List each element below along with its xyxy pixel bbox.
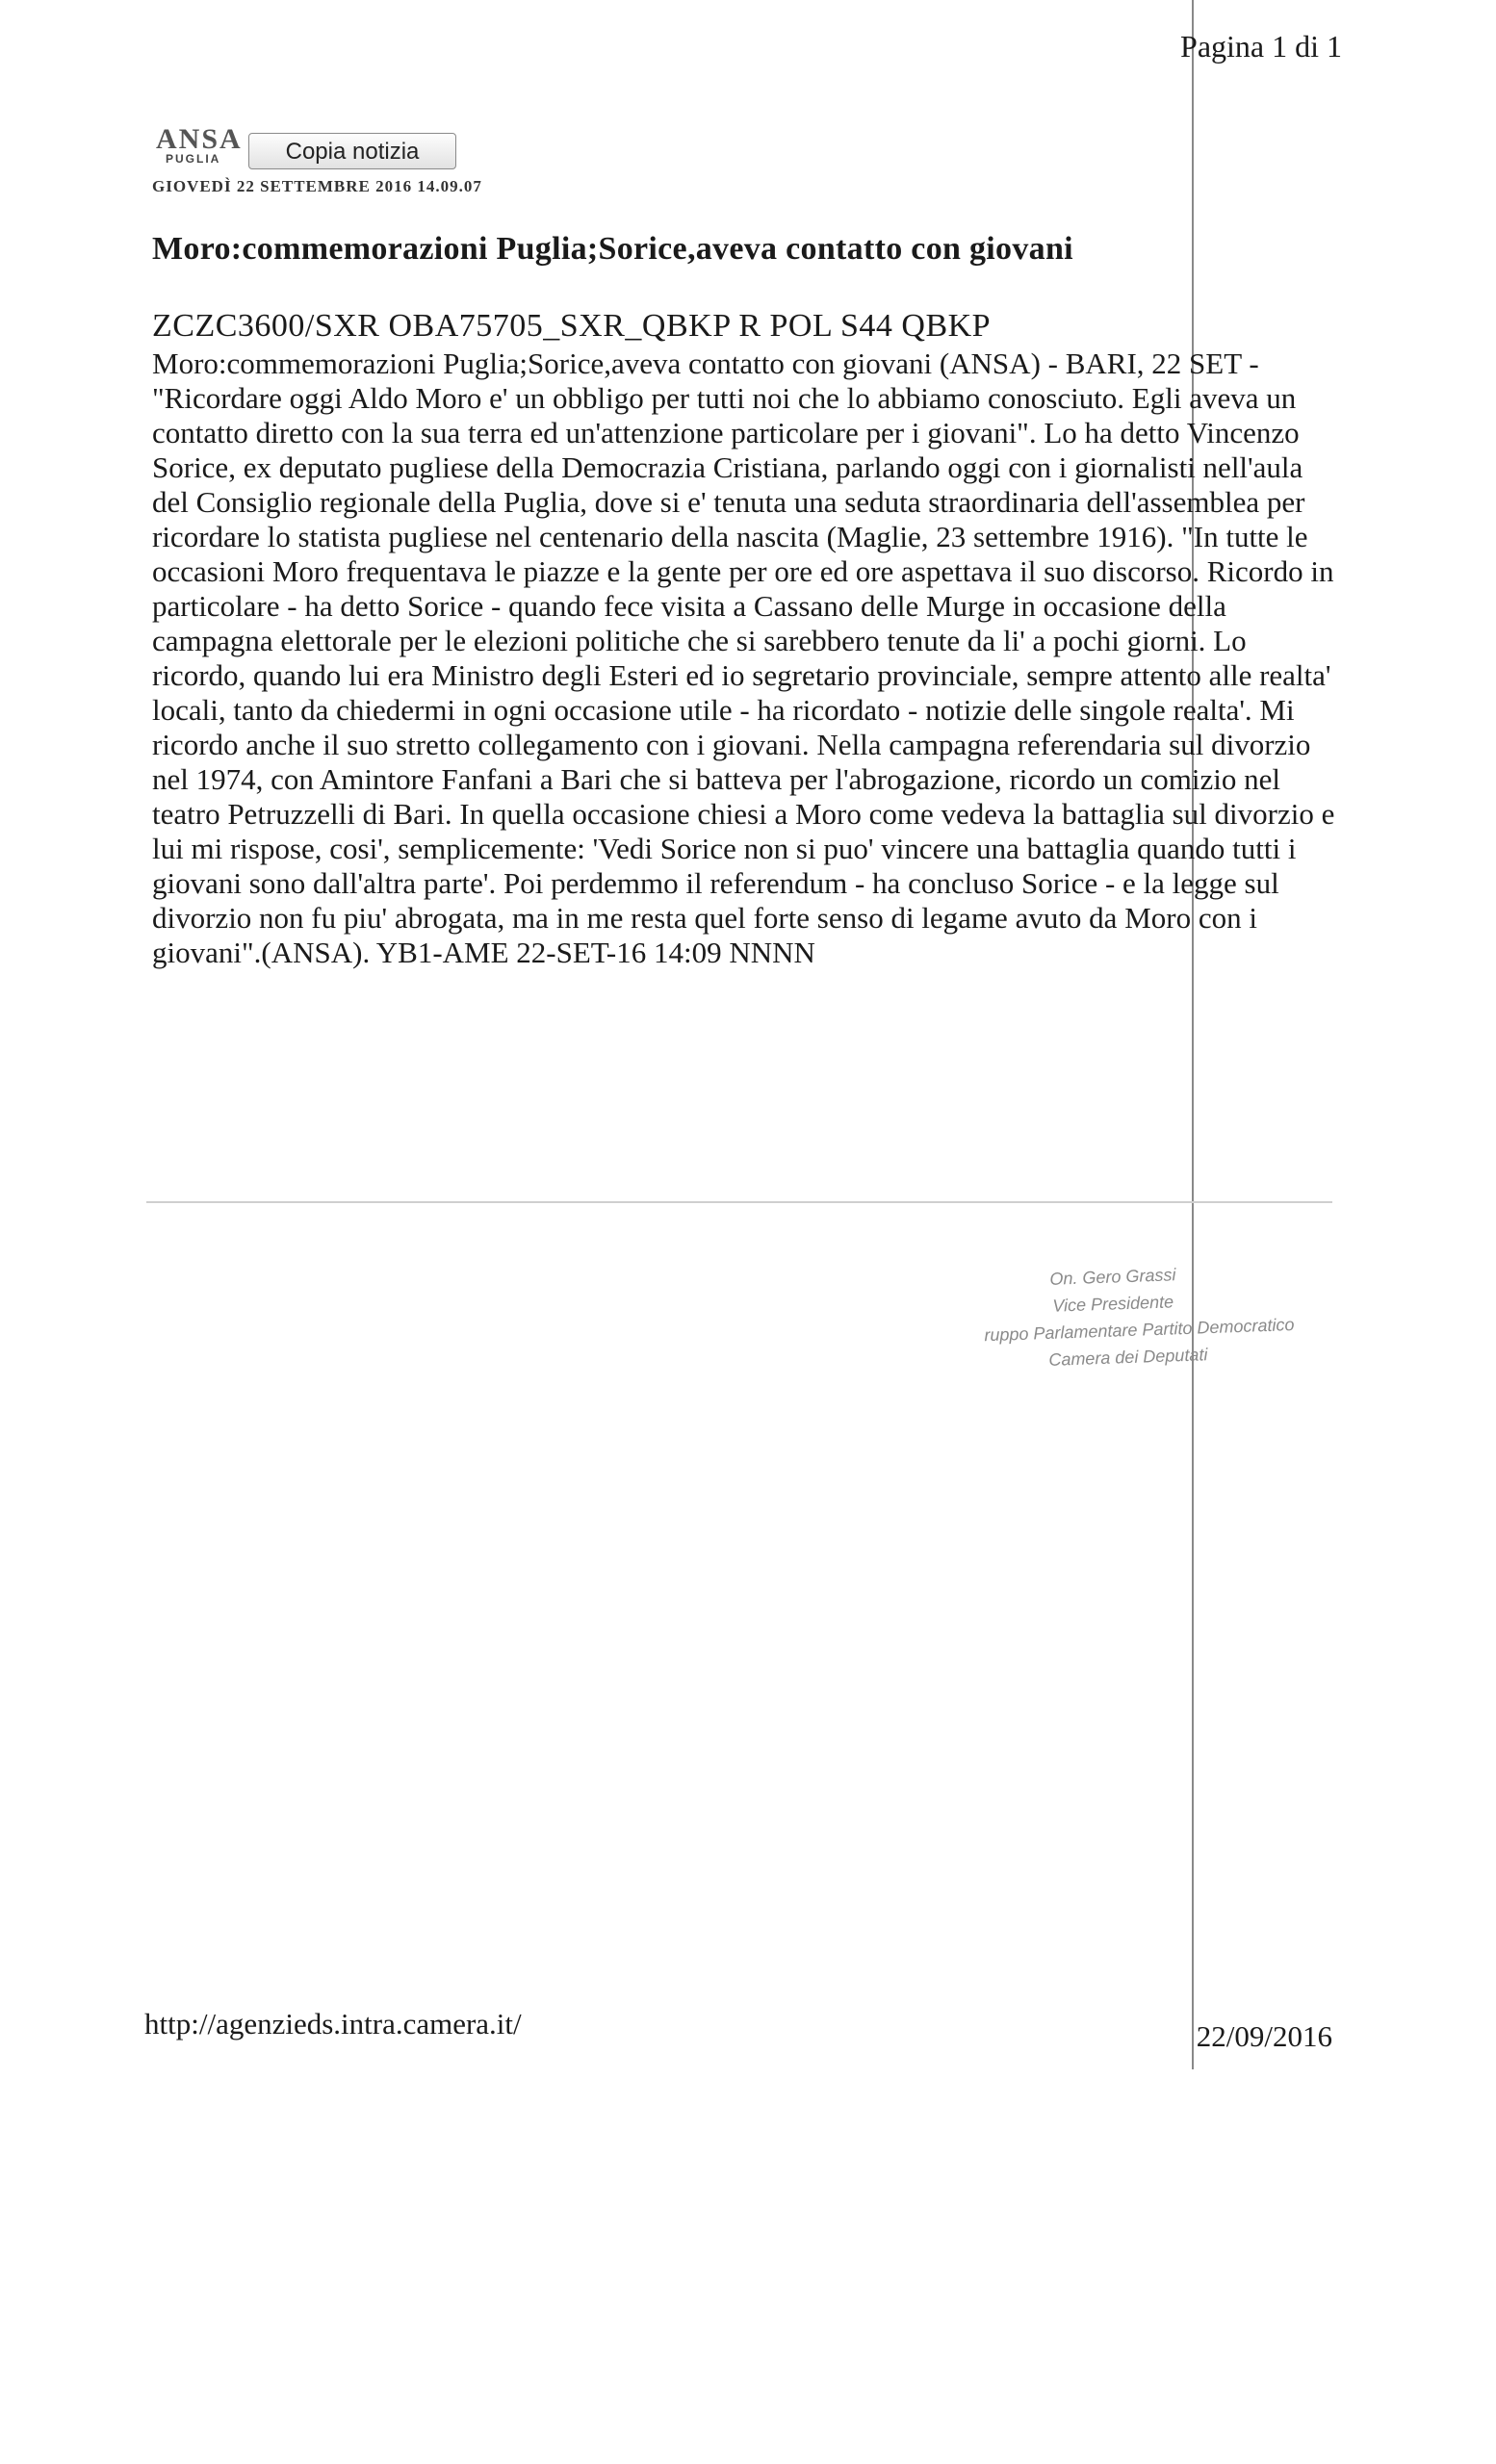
agency-masthead	[152, 123, 826, 200]
stamp-line-role: Vice Presidente	[1052, 1292, 1174, 1316]
stamp-line-group: ruppo Parlamentare Partito Democratico	[984, 1315, 1295, 1346]
logo-main-text: ANSA	[156, 123, 243, 155]
page-number: Pagina 1 di 1	[1180, 29, 1342, 64]
ansa-logo	[152, 123, 248, 167]
footer-url: http://agenzieds.intra.camera.it/	[144, 2007, 522, 2040]
divider	[146, 1201, 1332, 1203]
logo-sub-text: PUGLIA	[166, 152, 221, 166]
deputy-stamp	[963, 1254, 1371, 1376]
footer-date: 22/09/2016	[1196, 2019, 1332, 2053]
copy-news-button[interactable]: Copia notizia	[248, 133, 456, 169]
article-body: Moro:commemorazioni Puglia;Sorice,aveva contatto con giovani (ANSA) - BARI, 22 SET - "Ricordare oggi Aldo Moro e' un obbligo per tutti noi che lo abbiamo conosciuto. Egli aveva un contatto diretto con la sua terra ed un'attenzione particolare per i giovani". Lo ha detto Vincenzo Sorice, ex deputato pugliese della Democrazia Cristiana, parlando oggi con i giornalisti nell'aula del Consiglio regionale della Puglia, dove si e' tenuta una seduta straordinaria dell'assemblea per ricordare lo statista pugliese nel centenario della nascita (Maglie, 23 settembre 1916). "In tutte le occasioni Moro frequentava le piazze e la gente per ore ed ore aspettava il suo discorso. Ricordo in particolare - ha detto Sorice - quando fece visita a Cassano delle Murge in occasione della campagna elettorale per le elezioni politiche che si sarebbero tenute da li' a pochi giorni. Lo ricordo, quando lui era Ministro degli Esteri ed io segretario provinciale, sempre attento alle realta' locali, tanto da chiedermi in ogni occasione utile - ha ricordato - notizie delle singole realta'. Mi ricordo anche il suo stretto collegamento con i giovani. Nella campagna referendaria sul divorzio nel 1974, con Amintore Fanfani a Bari che si batteva per l'abrogazione, ricordo un comizio nel teatro Petruzzelli di Bari. In quella occasione chiesi a Moro come vedeva la battaglia sul divorzio e lui mi rispose, cosi', semplicemente: 'Vedi Sorice non si puo' vincere una battaglia quando tutti i giovani sono dall'altra parte'. Poi perdemmo il referendum - ha concluso Sorice - e la legge sul divorzio non fu piu' abrogata, ma in me resta quel forte senso di legame avuto da Moro con i giovani".(ANSA). YB1-AME 22-SET-16 14:09 NNNN	[152, 346, 1335, 969]
stamp-line-chamber: Camera dei Deputati	[1048, 1345, 1208, 1370]
news-datetime: GIOVEDÌ 22 SETTEMBRE 2016 14.09.07	[152, 177, 482, 195]
article-code: ZCZC3600/SXR OBA75705_SXR_QBKP R POL S44 QBKP	[152, 308, 992, 344]
stamp-line-name: On. Gero Grassi	[1049, 1265, 1176, 1289]
article-headline: Moro:commemorazioni Puglia;Sorice,aveva contatto con giovani	[152, 231, 1073, 267]
scan-fold-line	[1192, 0, 1194, 2069]
